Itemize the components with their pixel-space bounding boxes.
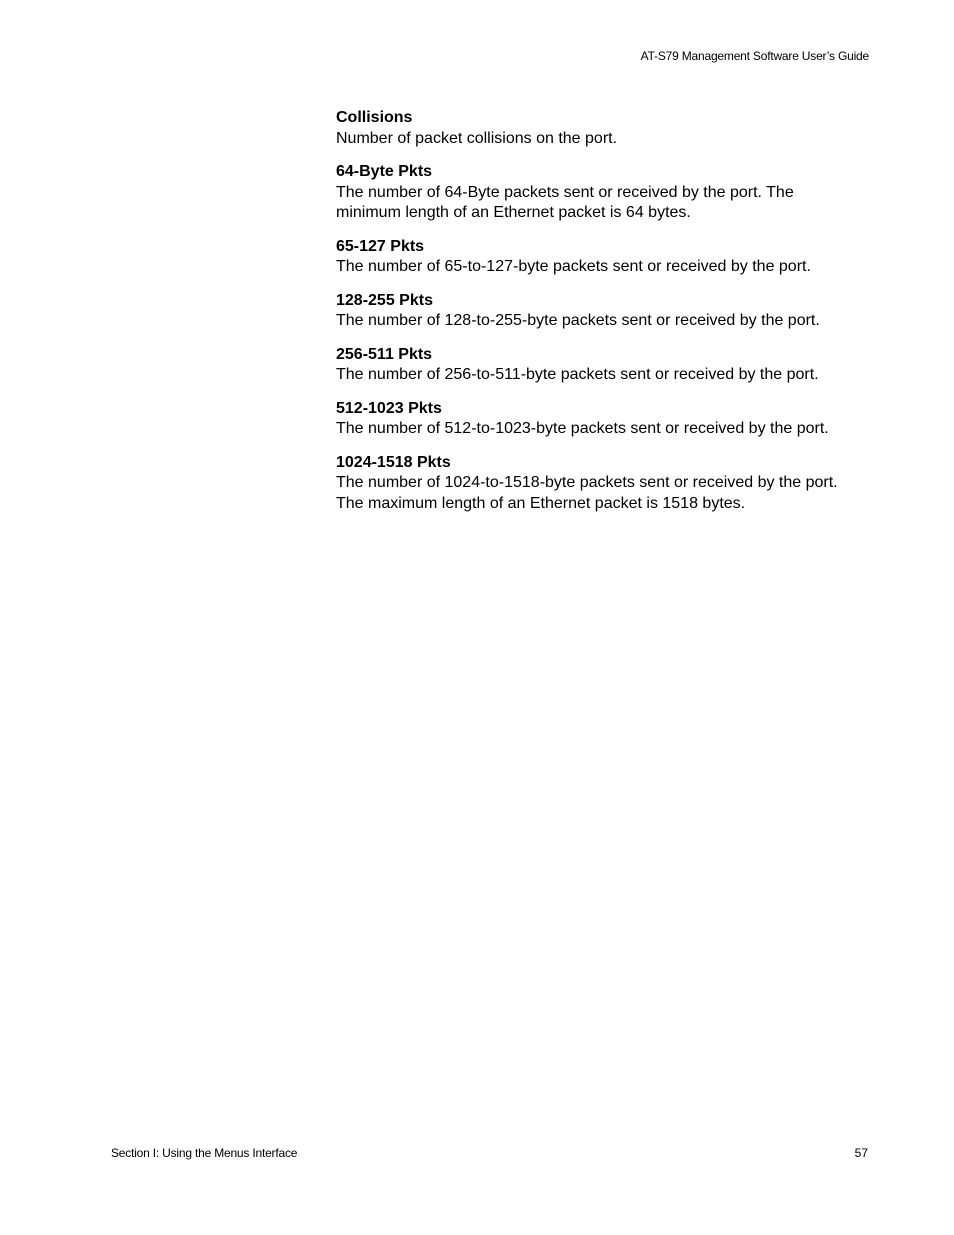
desc-line: The number of 128-to-255-byte packets sent or received by the port. [336, 312, 820, 329]
page-number: 57 [854, 1146, 868, 1160]
entry-128-255-pkts [336, 291, 876, 332]
entry-collisions [336, 108, 876, 149]
entry-1024-1518-pkts [336, 453, 876, 515]
running-header: AT-S79 Management Software User’s Guide [640, 49, 869, 63]
term-65-127-pkts: 65-127 Pkts [336, 237, 425, 255]
term-1024-1518-pkts: 1024-1518 Pkts [336, 453, 451, 471]
desc-line: The number of 1024-to-1518-byte packets sent or received by the port. [336, 474, 838, 491]
term-128-255-pkts: 128-255 Pkts [336, 291, 433, 309]
term-collisions: Collisions [336, 109, 413, 126]
entry-65-127-pkts [336, 237, 876, 278]
footer-section-title: Section I: Using the Menus Interface [111, 1146, 298, 1160]
desc-line: The number of 64-Byte packets sent or received by the port. The [336, 183, 794, 201]
desc-line: Number of packet collisions on the port. [336, 129, 618, 147]
desc-line: The number of 65-to-127-byte packets sent or received by the port. [336, 258, 811, 275]
term-64-byte-pkts: 64-Byte Pkts [336, 163, 433, 180]
desc-line: minimum length of an Ethernet packet is 64 bytes. [336, 204, 691, 221]
entry-64-byte-pkts [336, 162, 876, 224]
term-512-1023-pkts: 512-1023 Pkts [336, 399, 442, 417]
desc-line: The number of 512-to-1023-byte packets sent or received by the port. [336, 420, 829, 437]
desc-line: The maximum length of an Ethernet packet is 1518 bytes. [336, 494, 746, 512]
entry-256-511-pkts [336, 345, 876, 386]
definition-list [336, 108, 876, 527]
entry-512-1023-pkts [336, 399, 876, 440]
term-256-511-pkts: 256-511 Pkts [336, 345, 433, 363]
desc-line: The number of 256-to-511-byte packets sent or received by the port. [336, 366, 819, 383]
